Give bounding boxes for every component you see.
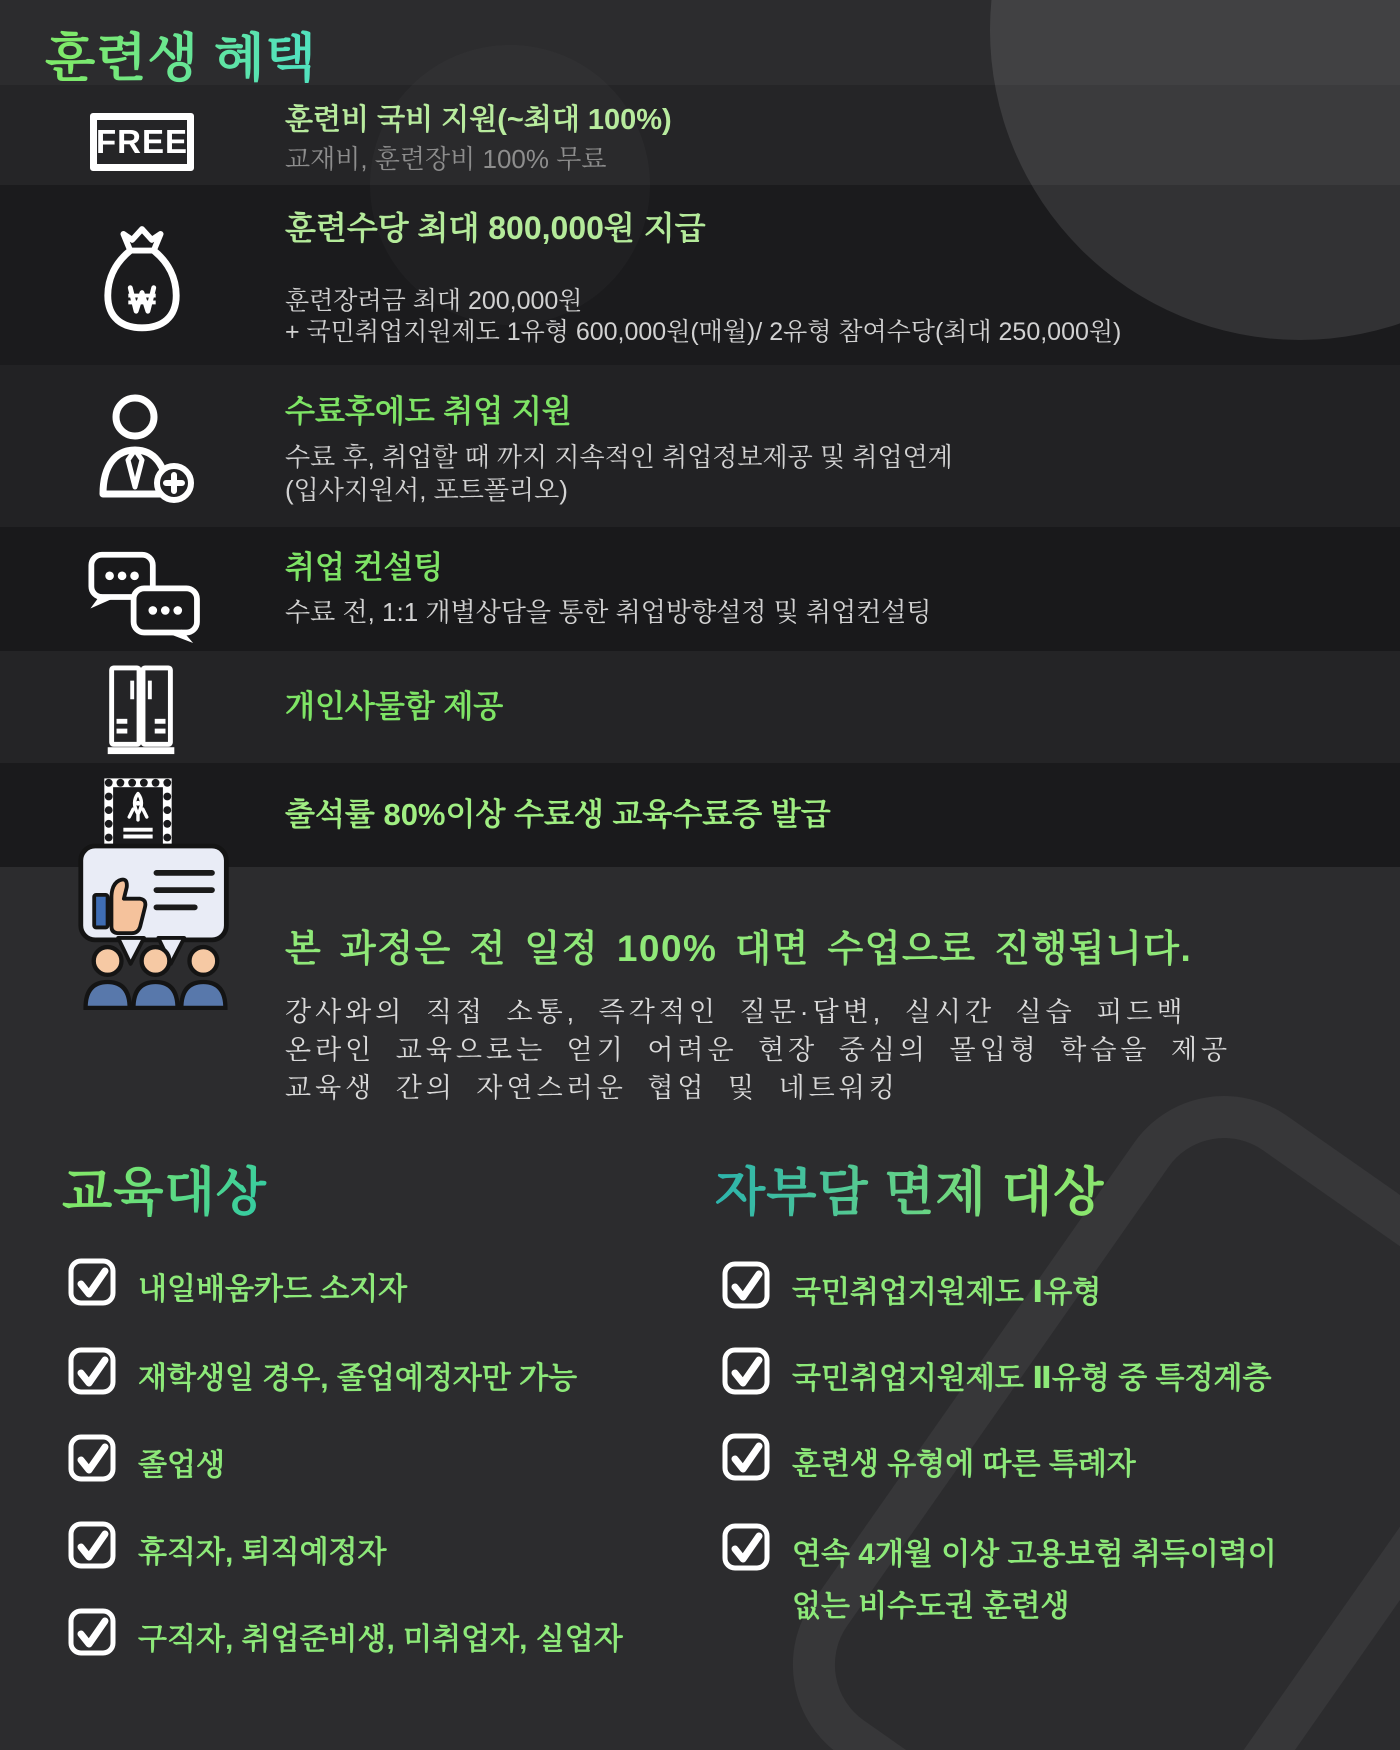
checkbox-icon xyxy=(68,1608,116,1656)
notice-line: 온라인 교육으로는 얻기 어려운 현장 중심의 몰입형 학습을 제공 xyxy=(285,1035,1232,1065)
section-band-5 xyxy=(0,651,1400,763)
free-badge xyxy=(90,113,194,171)
checklist-label: 구직자, 취업준비생, 미취업자, 실업자 xyxy=(138,1623,623,1656)
checklist-label: 국민취업지원제도 Ⅱ유형 중 특정계층 xyxy=(792,1362,1272,1395)
benefit-title-consulting: 취업 컨설팅 xyxy=(285,550,444,585)
checklist-item xyxy=(722,1347,1271,1405)
checklist-item xyxy=(68,1347,577,1405)
locker-icon xyxy=(103,664,181,758)
checklist-label: 졸업생 xyxy=(138,1449,225,1482)
notice-title: 본 과정은 전 일정 100% 대면 수업으로 진행됩니다. xyxy=(285,928,1193,969)
checkbox-icon xyxy=(68,1434,116,1482)
checklist-item xyxy=(722,1433,1136,1491)
checklist-item xyxy=(68,1521,387,1579)
checkbox-icon xyxy=(68,1258,116,1306)
money-bag-icon xyxy=(98,220,186,332)
notice-line: 교육생 간의 자연스러운 협업 및 네트워킹 xyxy=(285,1073,899,1103)
checklist-label: 연속 4개월 이상 고용보험 취득이력이 없는 비수도권 훈련생 xyxy=(792,1538,1277,1623)
checklist-item xyxy=(68,1258,407,1316)
audience-heading: 교육대상 xyxy=(62,1150,267,1225)
checkbox-icon xyxy=(722,1433,770,1481)
benefit-subtitle: 훈련장려금 최대 200,000원 xyxy=(285,287,583,315)
notice-line: 강사와의 직접 소통, 즉각적인 질문·답변, 실시간 실습 피드백 xyxy=(285,997,1187,1027)
checkbox-icon xyxy=(722,1261,770,1309)
checklist-item xyxy=(722,1261,1101,1319)
free-badge-label: FREE xyxy=(90,113,194,171)
benefit-title-allowance: 훈련수당 최대 800,000원 지급 xyxy=(285,210,706,246)
checklist-label: 훈련생 유형에 따른 특례자 xyxy=(792,1448,1136,1481)
benefit-subtitle: 수료 전, 1:1 개별상담을 통한 취업방향설정 및 취업컨설팅 xyxy=(285,597,932,627)
benefit-title-certificate: 출석률 80%이상 수료생 교육수료증 발급 xyxy=(285,797,831,832)
checklist-label: 국민취업지원제도 Ⅰ유형 xyxy=(792,1276,1102,1309)
face-to-face-icon xyxy=(76,842,234,1010)
notice-paragraph xyxy=(285,993,1231,1107)
benefit-title-job-support: 수료후에도 취업 지원 xyxy=(285,394,572,429)
benefit-title-locker: 개인사물함 제공 xyxy=(285,689,504,724)
benefit-subtitle: + 국민취업지원제도 1유형 600,000원(매월)/ 2유형 참여수당(최대 250,000원) xyxy=(285,318,1122,346)
checkbox-icon xyxy=(722,1347,770,1395)
checkbox-icon xyxy=(68,1347,116,1395)
exemption-heading: 자부담 면제 대상 xyxy=(715,1150,1105,1225)
checklist-item xyxy=(722,1523,1292,1633)
benefit-title-tuition: 훈련비 국비 지원(~최대 100%) xyxy=(285,104,672,136)
checkbox-icon xyxy=(68,1521,116,1569)
chat-bubbles-icon xyxy=(85,548,211,644)
checklist-label: 내일배움카드 소지자 xyxy=(138,1273,408,1306)
benefit-subtitle: 수료 후, 취업할 때 까지 지속적인 취업정보제공 및 취업연계 xyxy=(285,442,953,472)
page-title: 훈련생 혜택 xyxy=(45,16,317,91)
checkbox-icon xyxy=(722,1523,770,1571)
benefit-subtitle: (입사지원서, 포트폴리오) xyxy=(285,475,568,505)
person-plus-icon xyxy=(95,390,195,505)
benefit-subtitle: 교재비, 훈련장비 100% 무료 xyxy=(285,144,607,174)
checklist-label: 휴직자, 퇴직예정자 xyxy=(138,1536,387,1569)
checklist-item xyxy=(68,1434,225,1492)
section-band-1 xyxy=(0,85,1400,185)
checklist-item xyxy=(68,1608,623,1666)
checklist-label: 재학생일 경우, 졸업예정자만 가능 xyxy=(138,1362,578,1395)
